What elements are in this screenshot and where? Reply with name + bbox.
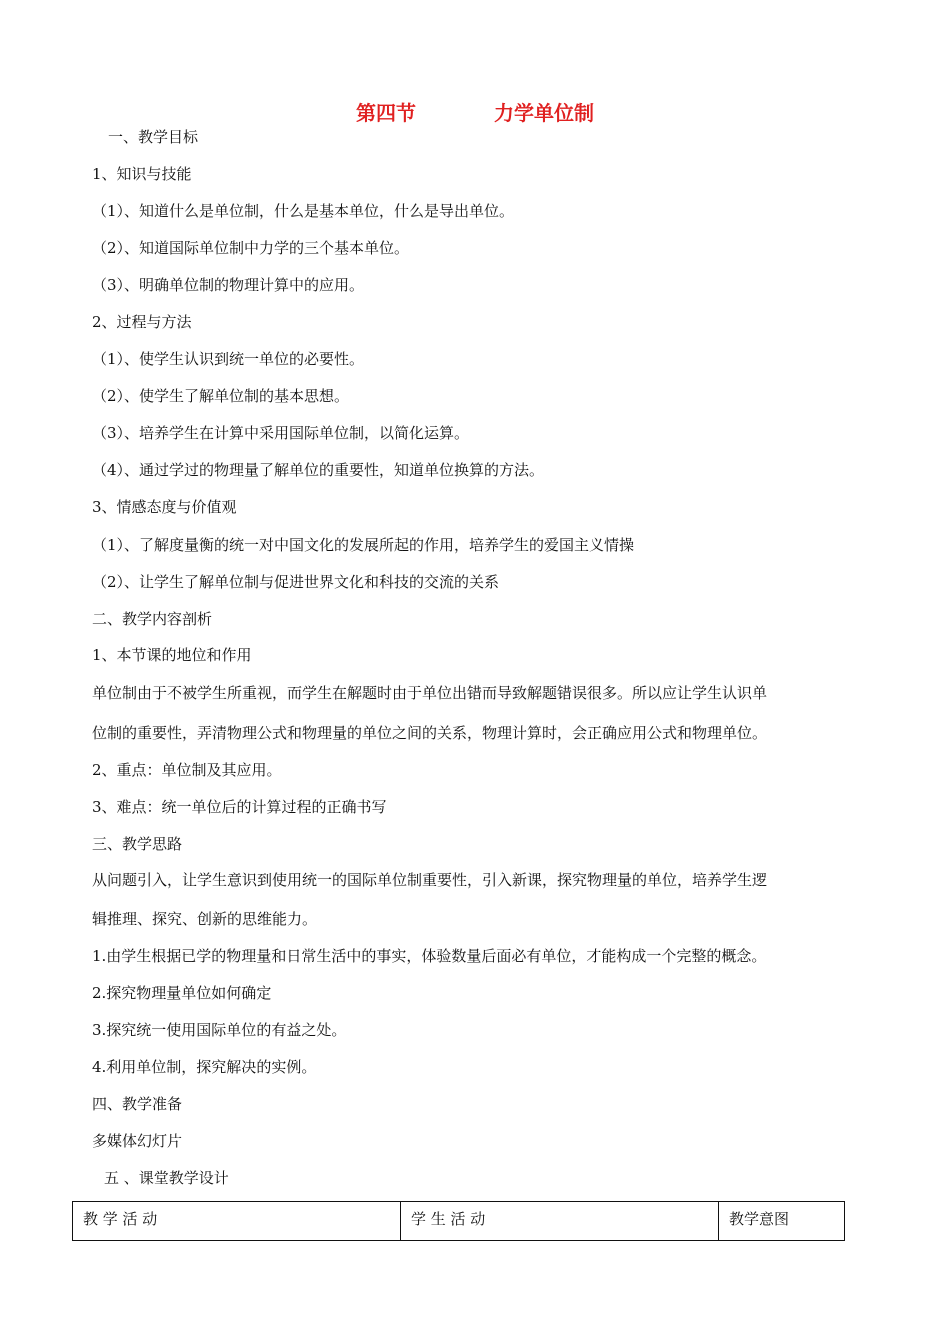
- title-topic: 力学单位制: [494, 101, 594, 125]
- list-item: （2）、让学生了解单位制与促进世界文化和科技的交流的关系: [92, 573, 500, 591]
- paragraph-line: 位制的重要性，弄清物理公式和物理量的单位之间的关系，物理计算时，会正确应用公式和物理单位。: [92, 724, 768, 742]
- list-item: 2.探究物理量单位如何确定: [92, 984, 272, 1002]
- list-item: （1）、了解度量衡的统一对中国文化的发展所起的作用，培养学生的爱国主义情操: [92, 536, 635, 554]
- subheading-role: 1、本节课的地位和作用: [92, 646, 252, 664]
- paragraph-line: 辑推理、探究、创新的思维能力。: [92, 910, 318, 928]
- heading-class-design: 五 、课堂教学设计: [104, 1169, 229, 1187]
- heading-approach: 三、教学思路: [92, 835, 183, 853]
- paragraph-line: 从问题引入，让学生意识到使用统一的国际单位制重要性，引入新课，探究物理量的单位，培养学生逻: [92, 871, 768, 889]
- header-student-activity: 学 生 活 动: [401, 1202, 719, 1241]
- subheading-knowledge: 1、知识与技能: [92, 165, 192, 183]
- list-item: （4）、通过学过的物理量了解单位的重要性，知道单位换算的方法。: [92, 461, 545, 479]
- table-header-row: [73, 1202, 845, 1241]
- header-teaching-activity: 教 学 活 动: [73, 1202, 401, 1241]
- heading-objectives: 一、教学目标: [108, 128, 199, 146]
- list-item: （2）、使学生了解单位制的基本思想。: [92, 387, 350, 405]
- heading-preparation: 四、教学准备: [92, 1095, 183, 1113]
- paragraph-line: 单位制由于不被学生所重视，而学生在解题时由于单位出错而导致解题错误很多。所以应让学生认识单: [92, 684, 768, 702]
- subheading-process: 2、过程与方法: [92, 313, 192, 331]
- list-item: （3）、培养学生在计算中采用国际单位制，以简化运算。: [92, 424, 470, 442]
- difficulty-point: 3、难点：统一单位后的计算过程的正确书写: [92, 798, 387, 816]
- list-item: （1）、使学生认识到统一单位的必要性。: [92, 350, 365, 368]
- heading-content-analysis: 二、教学内容剖析: [92, 610, 213, 628]
- list-item: （2）、知道国际单位制中力学的三个基本单位。: [92, 239, 410, 257]
- list-item: （1）、知道什么是单位制，什么是基本单位，什么是导出单位。: [92, 202, 515, 220]
- document-title: [0, 97, 950, 126]
- preparation-item: 多媒体幻灯片: [92, 1132, 183, 1150]
- list-item: 4.利用单位制，探究解决的实例。: [92, 1058, 317, 1076]
- class-design-table: [72, 1201, 845, 1241]
- key-point: 2、重点：单位制及其应用。: [92, 761, 282, 779]
- subheading-attitude: 3、情感态度与价值观: [92, 498, 237, 516]
- list-item: （3）、明确单位制的物理计算中的应用。: [92, 276, 365, 294]
- list-item: 3.探究统一使用国际单位的有益之处。: [92, 1021, 347, 1039]
- list-item: 1.由学生根据已学的物理量和日常生活中的事实，体验数量后面必有单位，才能构成一个完整的概念。: [92, 947, 767, 965]
- header-teaching-intent: 教学意图: [719, 1202, 845, 1241]
- title-section: 第四节: [356, 101, 416, 125]
